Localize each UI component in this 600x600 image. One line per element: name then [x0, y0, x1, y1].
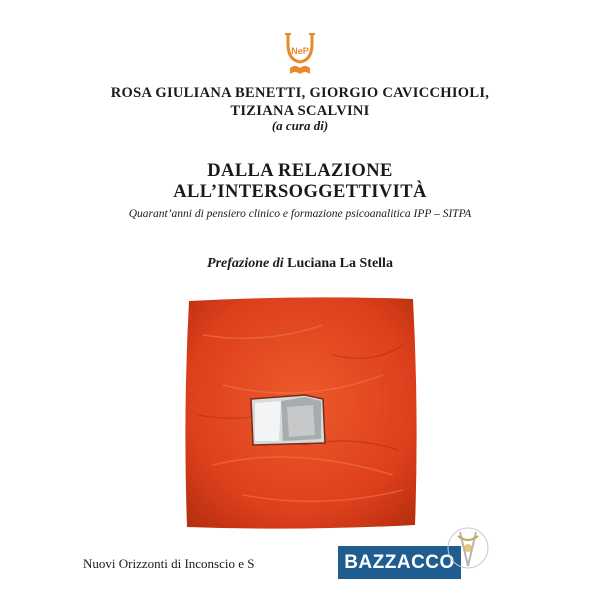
preface-prefix: Prefazione di [207, 256, 284, 271]
book-title [0, 161, 600, 203]
publisher-logo-icon [282, 30, 318, 80]
series-seal-icon [446, 522, 490, 582]
book-subtitle: Quarant’anni di pensiero clinico e formazione psicoanalitica IPP – SITPA [128, 208, 472, 220]
title-line-1: DALLA RELAZIONE [207, 161, 393, 181]
editor-note: (a cura di) [271, 118, 329, 133]
cover-artwork [183, 295, 419, 531]
series-name: Nuovi Orizzonti di Inconscio e S [83, 556, 255, 571]
preface-author: Luciana La Stella [287, 256, 393, 271]
logo-text: NeP [291, 46, 309, 56]
authors-line-2: TIZIANA SCALVINI [230, 103, 370, 119]
publisher-badge[interactable]: BAZZACCO [338, 546, 461, 579]
title-line-2: ALL’INTERSOGGETTIVITÀ [173, 182, 427, 202]
authors-line-1: ROSA GIULIANA BENETTI, GIORGIO CAVICCHIOLI, [110, 85, 490, 101]
preface-line [0, 256, 600, 272]
authors-block [0, 84, 600, 120]
